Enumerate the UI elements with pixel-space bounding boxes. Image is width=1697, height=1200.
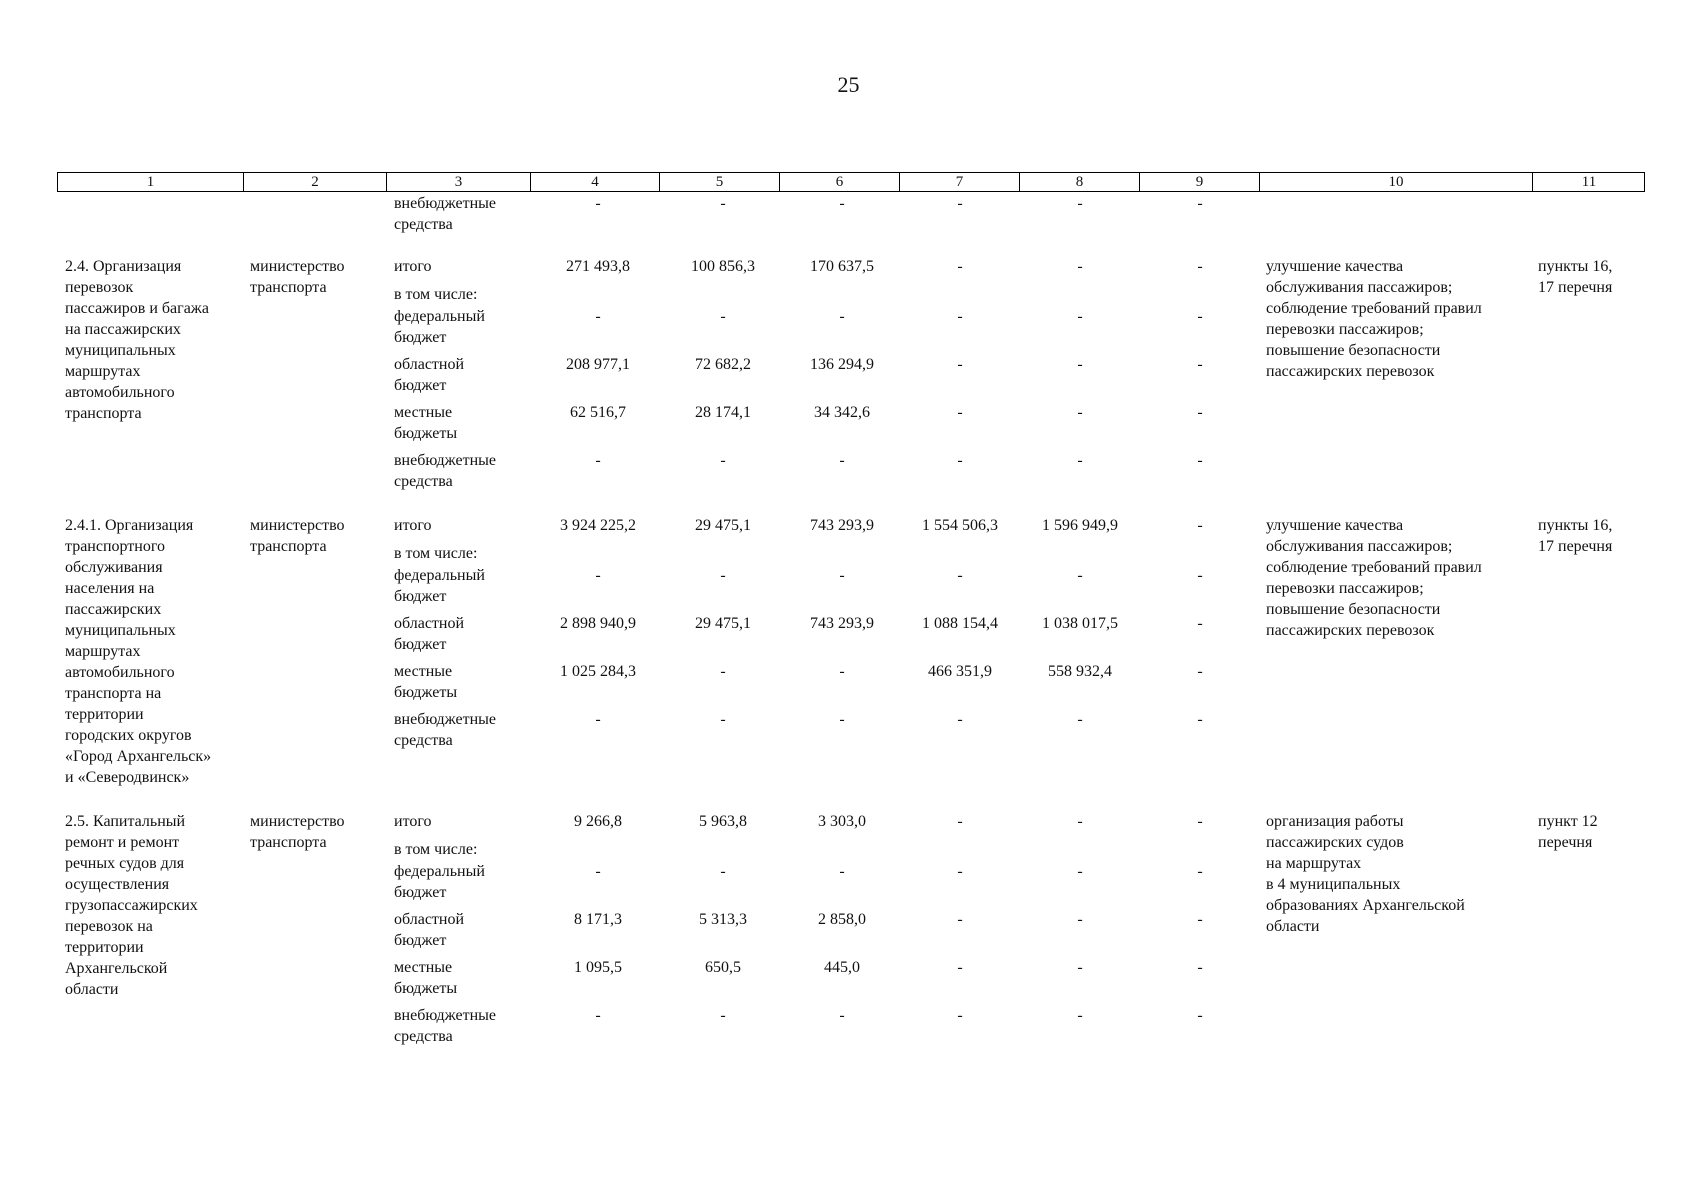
- amount-cell: 5 313,3: [699, 911, 747, 928]
- header-col-5: 5: [660, 173, 780, 191]
- amount-cell: 2 858,0: [818, 911, 866, 928]
- amount-cell: -: [839, 452, 845, 469]
- funding-source: внебюджетные: [394, 711, 496, 728]
- header-col-4: 4: [531, 173, 660, 191]
- amount-cell: 743 293,9: [810, 517, 874, 534]
- header-col-8: 8: [1020, 173, 1140, 191]
- expected-result: соблюдение требований правил: [1266, 559, 1482, 576]
- expected-result: образованиях Архангельской: [1266, 897, 1465, 914]
- executor: транспорта: [250, 834, 327, 851]
- amount-cell: -: [1197, 911, 1203, 928]
- amount-cell: -: [957, 567, 963, 584]
- expected-result: пассажирских судов: [1266, 834, 1404, 851]
- activity-name: 2.5. Капитальный: [65, 813, 186, 830]
- expected-result: улучшение качества: [1266, 517, 1404, 534]
- amount-cell: -: [957, 308, 963, 325]
- funding-source: федеральный: [394, 863, 485, 880]
- activity-name: 2.4.1. Организация: [65, 517, 194, 534]
- funding-source: бюджет: [394, 588, 447, 605]
- amount-cell: 1 596 949,9: [1042, 517, 1118, 534]
- activity-name: и «Северодвинск»: [65, 769, 190, 786]
- amount-cell: -: [1197, 615, 1203, 632]
- amount-cell: -: [839, 663, 845, 680]
- amount-cell: -: [595, 711, 601, 728]
- expected-result: области: [1266, 918, 1320, 935]
- activity-name: грузопассажирских: [65, 897, 198, 914]
- amount-cell: -: [1077, 567, 1083, 584]
- header-col-10: 10: [1260, 173, 1533, 191]
- amount-cell: -: [957, 959, 963, 976]
- header-col-11: 11: [1581, 174, 1597, 190]
- expected-result: повышение безопасности: [1266, 601, 1441, 618]
- amount-cell: -: [1077, 452, 1083, 469]
- amount-cell: -: [1077, 195, 1083, 212]
- amount-cell: -: [1077, 404, 1083, 421]
- expected-result: в 4 муниципальных: [1266, 876, 1401, 893]
- activity-name: 2.4. Организация: [65, 258, 182, 275]
- amount-cell: 1 038 017,5: [1042, 615, 1118, 632]
- activity-name: муниципальных: [65, 342, 176, 359]
- amount-cell: -: [595, 1007, 601, 1024]
- amount-cell: -: [957, 258, 963, 275]
- expected-result: повышение безопасности: [1266, 342, 1441, 359]
- funding-source: бюджет: [394, 636, 447, 653]
- amount-cell: -: [957, 911, 963, 928]
- page-number: 25: [837, 72, 860, 97]
- amount-cell: 3 924 225,2: [560, 517, 636, 534]
- amount-cell: -: [1197, 663, 1203, 680]
- funding-source: бюджет: [394, 932, 447, 949]
- activity-name: транспорта: [65, 405, 142, 422]
- activity-name: пассажирских: [65, 601, 162, 618]
- expected-result: улучшение качества: [1266, 258, 1404, 275]
- funding-source: федеральный: [394, 308, 485, 325]
- amount-cell: 743 293,9: [810, 615, 874, 632]
- amount-cell: -: [595, 308, 601, 325]
- funding-source: местные: [394, 959, 453, 976]
- amount-cell: 136 294,9: [810, 356, 874, 373]
- amount-cell: -: [1077, 356, 1083, 373]
- expected-result: обслуживания пассажиров;: [1266, 538, 1453, 555]
- amount-cell: -: [839, 711, 845, 728]
- executor: министерство: [250, 258, 345, 275]
- activity-name: осуществления: [65, 876, 170, 893]
- amount-cell: -: [839, 863, 845, 880]
- funding-source: итого: [394, 813, 432, 830]
- funding-source: бюджет: [394, 377, 447, 394]
- funding-source: областной: [394, 356, 465, 373]
- amount-cell: -: [839, 195, 845, 212]
- amount-cell: 29 475,1: [695, 615, 751, 632]
- expected-result: перевозки пассажиров;: [1266, 580, 1424, 597]
- amount-cell: 3 303,0: [818, 813, 866, 830]
- activity-name: перевозок на: [65, 918, 153, 935]
- amount-cell: -: [1197, 517, 1203, 534]
- amount-cell: 466 351,9: [928, 663, 992, 680]
- amount-cell: -: [720, 567, 726, 584]
- activity-name: «Город Архангельск»: [65, 748, 212, 765]
- amount-cell: -: [1077, 911, 1083, 928]
- amount-cell: -: [1197, 195, 1203, 212]
- amount-cell: -: [595, 567, 601, 584]
- activity-name: обслуживания: [65, 559, 163, 576]
- activity-name: Архангельской: [65, 960, 168, 977]
- amount-cell: 28 174,1: [695, 404, 751, 421]
- amount-cell: -: [839, 567, 845, 584]
- amount-cell: -: [839, 308, 845, 325]
- amount-cell: -: [957, 813, 963, 830]
- amount-cell: 271 493,8: [566, 258, 630, 275]
- amount-cell: 445,0: [824, 959, 860, 976]
- amount-cell: -: [957, 356, 963, 373]
- funding-source: бюджет: [394, 884, 447, 901]
- amount-cell: -: [957, 404, 963, 421]
- activity-name: территории: [65, 939, 144, 956]
- activity-name: пассажиров и багажа: [65, 300, 209, 317]
- amount-cell: 34 342,6: [814, 404, 870, 421]
- amount-cell: -: [720, 663, 726, 680]
- header-col-7: 7: [900, 173, 1020, 191]
- amount-cell: -: [839, 1007, 845, 1024]
- amount-cell: 558 932,4: [1048, 663, 1112, 680]
- header-col-1: 1: [58, 173, 244, 191]
- activity-name: маршрутах: [65, 643, 141, 660]
- funding-source: в том числе:: [394, 545, 478, 562]
- expected-result: организация работы: [1266, 813, 1404, 830]
- amount-cell: 5 963,8: [699, 813, 747, 830]
- amount-cell: -: [1197, 813, 1203, 830]
- funding-source: в том числе:: [394, 841, 478, 858]
- amount-cell: -: [720, 308, 726, 325]
- activity-name: городских округов: [65, 727, 192, 744]
- amount-cell: -: [1197, 404, 1203, 421]
- indicator-reference: пункты 16,: [1538, 517, 1613, 534]
- indicator-reference: 17 перечня: [1538, 279, 1613, 296]
- amount-cell: 2 898 940,9: [560, 615, 636, 632]
- table-header-row: [57, 172, 1645, 192]
- activity-name: автомобильного: [65, 664, 175, 681]
- activity-name: маршрутах: [65, 363, 141, 380]
- funding-source: в том числе:: [394, 286, 478, 303]
- amount-cell: -: [595, 863, 601, 880]
- amount-cell: -: [595, 452, 601, 469]
- amount-cell: -: [1197, 258, 1203, 275]
- activity-name: территории: [65, 706, 144, 723]
- funding-source: областной: [394, 615, 465, 632]
- amount-cell: 100 856,3: [691, 258, 755, 275]
- amount-cell: -: [1197, 308, 1203, 325]
- amount-cell: 208 977,1: [566, 356, 630, 373]
- amount-cell: 29 475,1: [695, 517, 751, 534]
- amount-cell: -: [720, 711, 726, 728]
- indicator-reference: пункты 16,: [1538, 258, 1613, 275]
- expected-result: перевозки пассажиров;: [1266, 321, 1424, 338]
- amount-cell: -: [1197, 356, 1203, 373]
- header-col-3: 3: [387, 173, 531, 191]
- activity-name: населения на: [65, 580, 155, 597]
- amount-cell: -: [720, 195, 726, 212]
- amount-cell: -: [1077, 813, 1083, 830]
- indicator-reference: пункт 12: [1538, 813, 1598, 830]
- amount-cell: -: [957, 711, 963, 728]
- activity-name: перевозок: [65, 279, 134, 296]
- funding-source: бюджеты: [394, 980, 458, 997]
- executor: министерство: [250, 813, 345, 830]
- activity-name: муниципальных: [65, 622, 176, 639]
- expected-result: пассажирских перевозок: [1266, 363, 1435, 380]
- amount-cell: 650,5: [705, 959, 741, 976]
- amount-cell: -: [720, 1007, 726, 1024]
- funding-source: итого: [394, 258, 432, 275]
- funding-source: средства: [394, 216, 453, 233]
- funding-source: итого: [394, 517, 432, 534]
- amount-cell: -: [1077, 1007, 1083, 1024]
- amount-cell: 1 554 506,3: [922, 517, 998, 534]
- indicator-reference: 17 перечня: [1538, 538, 1613, 555]
- expected-result: на маршрутах: [1266, 855, 1362, 872]
- amount-cell: 170 637,5: [810, 258, 874, 275]
- activity-name: автомобильного: [65, 384, 175, 401]
- amount-cell: -: [1197, 567, 1203, 584]
- funding-source: местные: [394, 404, 453, 421]
- header-col-2: 2: [244, 173, 387, 191]
- funding-source: средства: [394, 473, 453, 490]
- amount-cell: -: [1077, 711, 1083, 728]
- funding-source: федеральный: [394, 567, 485, 584]
- amount-cell: -: [957, 452, 963, 469]
- amount-cell: -: [1197, 452, 1203, 469]
- activity-name: транспортного: [65, 538, 166, 555]
- funding-source: бюджеты: [394, 684, 458, 701]
- executor: министерство: [250, 517, 345, 534]
- executor: транспорта: [250, 279, 327, 296]
- activity-name: ремонт и ремонт: [65, 834, 180, 851]
- amount-cell: 1 088 154,4: [922, 615, 998, 632]
- amount-cell: -: [957, 863, 963, 880]
- funding-source: местные: [394, 663, 453, 680]
- amount-cell: -: [957, 195, 963, 212]
- expected-result: пассажирских перевозок: [1266, 622, 1435, 639]
- funding-source: средства: [394, 732, 453, 749]
- executor: транспорта: [250, 538, 327, 555]
- amount-cell: 8 171,3: [574, 911, 622, 928]
- funding-source: бюджет: [394, 329, 447, 346]
- activity-name: транспорта на: [65, 685, 162, 702]
- amount-cell: -: [1197, 959, 1203, 976]
- amount-cell: -: [1197, 1007, 1203, 1024]
- amount-cell: -: [957, 1007, 963, 1024]
- amount-cell: -: [720, 452, 726, 469]
- amount-cell: -: [1077, 258, 1083, 275]
- amount-cell: -: [1077, 863, 1083, 880]
- funding-source: внебюджетные: [394, 1007, 496, 1024]
- amount-cell: -: [1197, 711, 1203, 728]
- amount-cell: -: [1077, 308, 1083, 325]
- amount-cell: 9 266,8: [574, 813, 622, 830]
- amount-cell: -: [1197, 863, 1203, 880]
- activity-name: на пассажирских: [65, 321, 181, 338]
- amount-cell: -: [720, 863, 726, 880]
- expected-result: соблюдение требований правил: [1266, 300, 1482, 317]
- amount-cell: -: [1077, 959, 1083, 976]
- amount-cell: 62 516,7: [570, 404, 626, 421]
- header-col-6: 6: [780, 173, 900, 191]
- funding-source: бюджеты: [394, 425, 458, 442]
- expected-result: обслуживания пассажиров;: [1266, 279, 1453, 296]
- header-col-9: 9: [1140, 173, 1260, 191]
- amount-cell: 72 682,2: [695, 356, 751, 373]
- activity-name: речных судов для: [65, 855, 185, 872]
- funding-source: областной: [394, 911, 465, 928]
- activity-name: области: [65, 981, 119, 998]
- amount-cell: 1 095,5: [574, 959, 622, 976]
- funding-source: внебюджетные: [394, 452, 496, 469]
- funding-source: внебюджетные: [394, 195, 496, 212]
- funding-source: средства: [394, 1028, 453, 1045]
- amount-cell: 1 025 284,3: [560, 663, 636, 680]
- indicator-reference: перечня: [1538, 834, 1593, 851]
- amount-cell: -: [595, 195, 601, 212]
